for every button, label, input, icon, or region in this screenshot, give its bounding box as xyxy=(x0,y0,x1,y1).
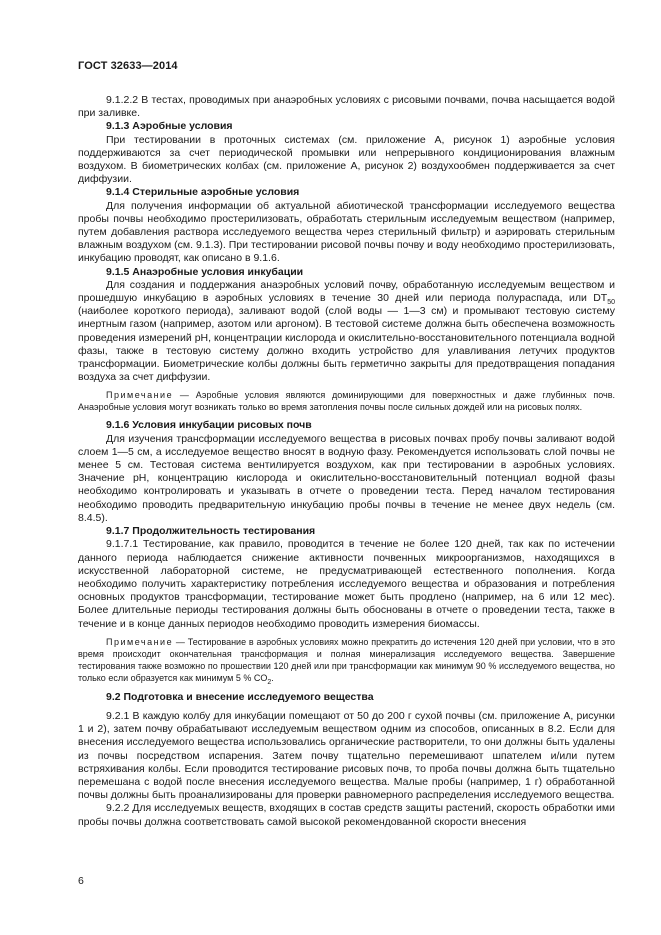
note-2 xyxy=(78,636,615,684)
paragraph-9-1-7-1: 9.1.7.1 Тестирование, как правило, проводится в течение не более 120 дней, так как по истечении данного периода наблюдается снижение активности почвенных микроорганизмов, находящихся в искусственной лабораторной системе, не предусматривающей естественного пополнения. Когда необходимо получить характеристику потребления исследуемого вещества и образования и потребления основных продуктов трансформации, тестирование может быть продлено (например, на 6 или 12 мес). Более длительные периоды тестирования должны быть обоснованы в отчете о проведении теста, также в течение и в конце данных периодов необходимо проводить измерения биомассы. xyxy=(78,538,615,630)
paragraph-9-1-4: Для получения информации об актуальной абиотической трансформации исследуемого вещества пробы почвы необходимо простерилизовать, обработать стерильным исследуемым веществом (например, путем добавления раствора исследуемого вещества через стерильный фильтр) и аэрировать стерильным влажным воздухом (см. 9.1.3). При тестировании рисовой почвы почву и воду необходимо простерилизовать, инкубацию проводят, как описано в 9.1.6. xyxy=(78,199,615,265)
paragraph-9-1-6: Для изучения трансформации исследуемого вещества в рисовых почвах пробу почвы заливают водой слоем 1—5 см, а исследуемое вещество вносят в водную фазу. Рекомендуется использовать слой почвы не менее 5 см. Тестовая система вентилируется воздухом, как при тестировании в аэробных условиях. Значение pH, концентрацию кислорода и окислительно-восстановительный потенциал водной фазы необходимо контролировать и указывать в отчете о проведении теста. Перед началом тестирования необходимо проводить предварительную инкубацию пробы почвы в течение не менее двух недель (см. 8.4.5). xyxy=(78,432,615,524)
note-2-text-a: — Тестирование в аэробных условиях можно прекратить до истечения 120 дней при условии, что в это время происходит окончательная трансформация и полная минерализация исследуемого вещества. Завершение тестирования также возможно по прошествии 120 дней или при трансформации как минимум 90 % исследуемого вещества, но только если образуется как минимум 5 % CO xyxy=(78,636,615,683)
co2-subscript: 2 xyxy=(267,678,272,686)
note-2-text-b: . xyxy=(271,672,274,683)
note-1 xyxy=(78,389,615,413)
note-2-label: Примечание xyxy=(106,636,174,647)
document-page xyxy=(78,60,615,829)
note-1-label: Примечание xyxy=(106,390,174,401)
heading-9-2: 9.2 Подготовка и внесение исследуемого вещества xyxy=(106,690,374,703)
paragraph-9-2-2: 9.2.2 Для исследуемых веществ, входящих в состав средств защиты растений, скорость обработки ими пробы почвы должна соответствовать самой высокой рекомендованной скорости внесения xyxy=(78,802,616,828)
heading-9-1-3: 9.1.3 Аэробные условия xyxy=(106,120,233,133)
note-1-text: — Аэробные условия являются доминирующими для поверхностных и даже глубинных почв. Анаэробные условия могут возникать только во время затопления почвы после сильных дождей или на рисовых полях. xyxy=(78,390,615,413)
paragraph-9-2-1: 9.2.1 В каждую колбу для инкубации помещают от 50 до 200 г сухой почвы (см. приложение А, рисунки 1 и 2), затем почву обрабатывают исследуемым веществом одним из способов, описанных в 8.2. Если для внесения исследуемого вещества использовались органические растворители, то они должны быть удалены из почвы посредством испарения. Затем почву тщательно перемешивают шпателем и/или путем встряхивания колбы. Если проводится тестирование рисовых почв, то проба почвы должна быть тщательно перемешана с водой после внесения исследуемого вещества. Малые пробы (например, 1 г) обработанной почвы должны быть проанализированы для проверки равномерного распределения исследуемого вещества. xyxy=(78,709,615,802)
page-number: 6 xyxy=(78,875,84,887)
document-id-header: ГОСТ 32633—2014 xyxy=(78,60,178,72)
heading-9-1-6: 9.1.6 Условия инкубации рисовых почв xyxy=(106,419,312,432)
paragraph-9-1-5 xyxy=(78,279,615,385)
paragraph-9-1-5-part-a: Для создания и поддержания анаэробных условий почву, обработанную исследуемым веществом и прошедшую инкубацию в аэробных условиях в течение 30 дней или периода полураспада, или DT xyxy=(78,278,615,305)
dt50-subscript: 50 xyxy=(607,299,615,307)
paragraph-9-1-2-2: 9.1.2.2 В тестах, проводимых при анаэробных условиях с рисовыми почвами, почва насыщается водой при заливке. xyxy=(78,94,615,120)
heading-9-1-4: 9.1.4 Стерильные аэробные условия xyxy=(106,186,300,199)
paragraph-9-1-3: При тестировании в проточных системах (см. приложение А, рисунок 1) аэробные условия поддерживаются за счет периодической промывки или непрерывного кондиционирования влажным воздухом. В биометрических колбах (см. приложение А, рисунок 2) воздухообмен поддерживается за счет диффузии. xyxy=(78,133,615,186)
heading-9-1-7: 9.1.7 Продолжительность тестирования xyxy=(106,525,316,538)
paragraph-9-1-5-part-b: (наиболее короткого периода), заливают водой (слой воды — 1—3 см) и промывают тестовую систему инертным газом (например, азотом или аргоном). В тестовой системе должна быть обеспечена возможность проведения измерений pH, концентрации кислорода и окислительно-восстановительного потенциала водной фазы, также в тестовую систему должно входить устройство для улавливания летучих продуктов трансформации. Биометрические колбы должны быть герметично закрыты для предотвращения попадания воздуха за счет диффузии. xyxy=(78,305,615,384)
heading-9-1-5: 9.1.5 Анаэробные условия инкубации xyxy=(106,265,304,278)
